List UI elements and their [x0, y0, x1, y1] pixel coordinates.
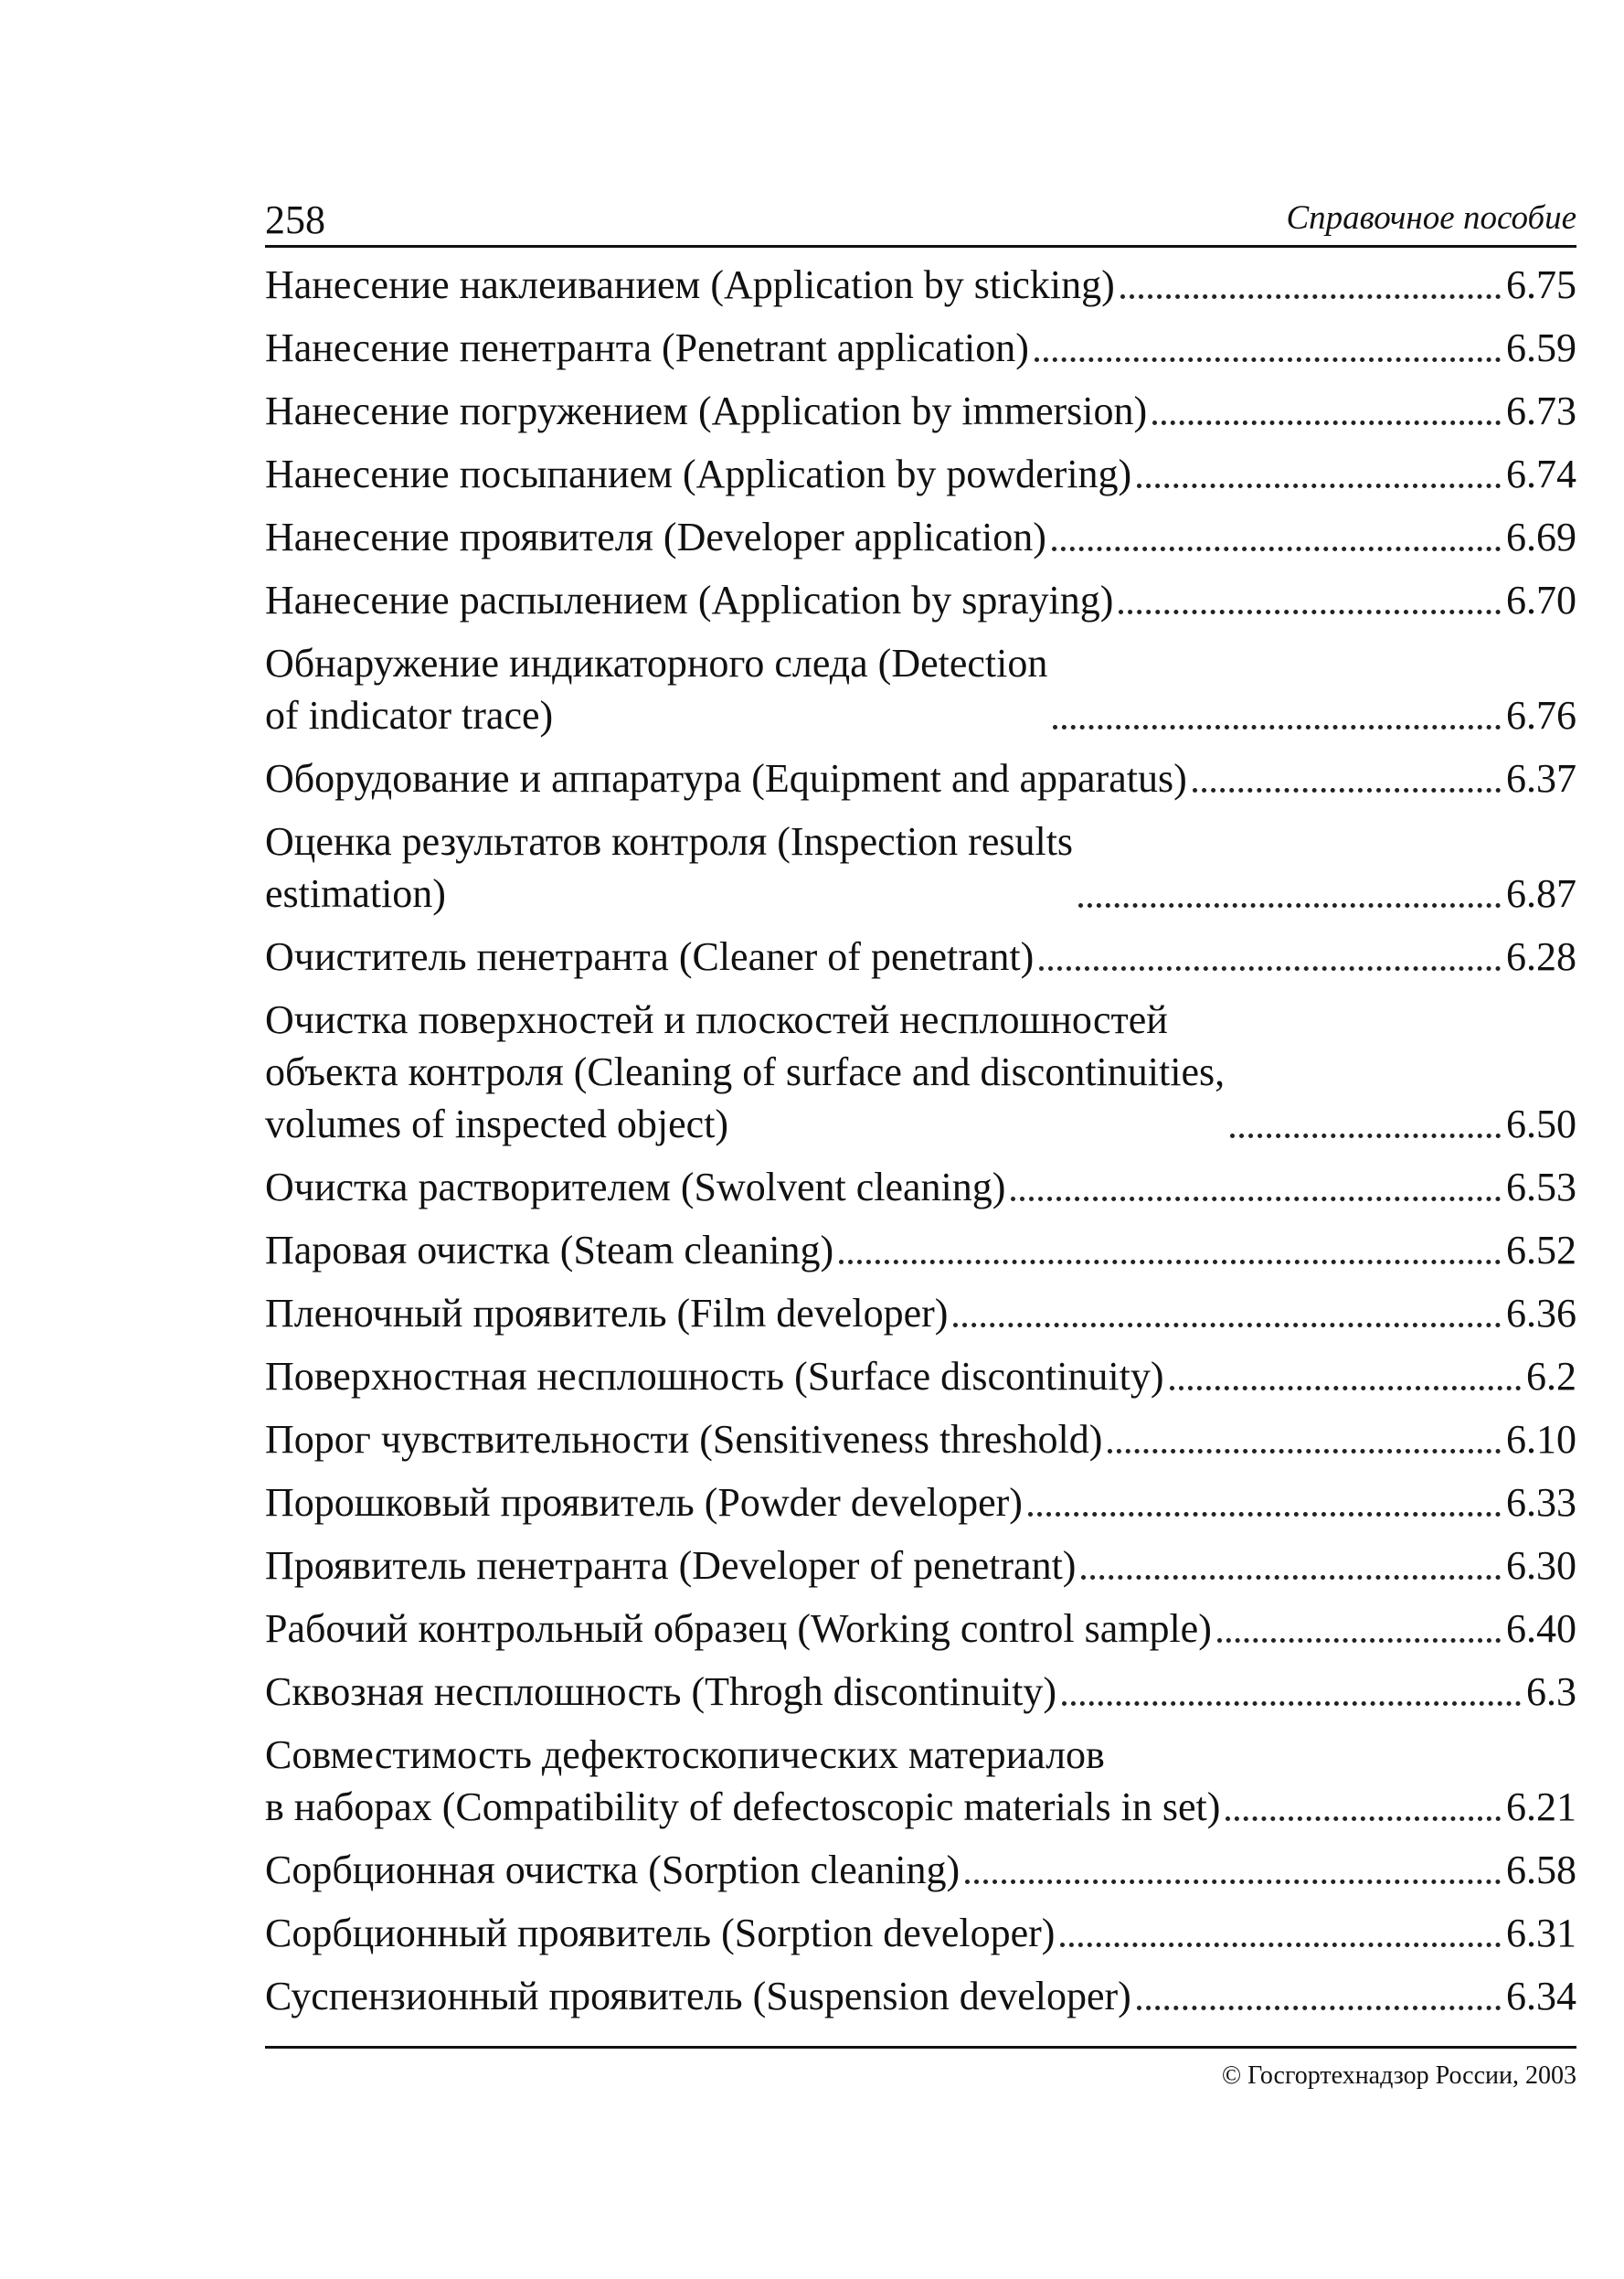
- index-entry: [265, 1287, 1576, 1339]
- index-entry: [265, 322, 1576, 374]
- index-entry: [265, 511, 1576, 563]
- entry-term: [265, 1476, 1023, 1528]
- entry-section-ref: 6.76: [1506, 693, 1576, 738]
- dot-leader: [965, 1880, 1501, 1884]
- dot-leader: [1137, 484, 1501, 488]
- entry-section-ref: 6.33: [1506, 1480, 1576, 1525]
- index-entry: [265, 1729, 1576, 1833]
- dot-leader: [1053, 725, 1501, 729]
- entry-term: [265, 1970, 1131, 2022]
- index-entry: [265, 1413, 1576, 1465]
- entry-term: [265, 931, 1034, 983]
- entry-term-text: Нанесение распылением (Application by spraying): [265, 578, 1114, 623]
- entry-term: [265, 1539, 1076, 1592]
- entry-term: [265, 1161, 1005, 1213]
- dot-leader: [1039, 966, 1501, 971]
- dot-leader: [1028, 1512, 1501, 1517]
- dot-leader: [1137, 2006, 1501, 2010]
- index-entry: [265, 1666, 1576, 1718]
- entry-term: [265, 637, 1047, 741]
- index-entry: [265, 1350, 1576, 1402]
- entry-term-text: Нанесение наклеиванием (Application by sticking): [265, 262, 1115, 307]
- entry-term-text: Поверхностная несплошность (Surface discontinuity): [265, 1354, 1164, 1399]
- dot-leader: [1062, 1701, 1521, 1706]
- dot-leader: [839, 1260, 1501, 1264]
- index-entry: [265, 1907, 1576, 1959]
- entry-term: [265, 511, 1046, 563]
- dot-leader: [1226, 1816, 1501, 1821]
- entry-term-text: Очиститель пенетранта (Cleaner of penetrant): [265, 934, 1035, 979]
- entry-section-ref: 6.70: [1506, 578, 1576, 623]
- entry-term: [265, 1844, 960, 1896]
- entry-term: [265, 752, 1187, 804]
- index-entry: [265, 1844, 1576, 1896]
- entry-term: [265, 385, 1147, 437]
- entry-term-line: Оценка результатов контроля (Inspection results: [265, 819, 1074, 864]
- index-entry: [265, 1539, 1576, 1592]
- entry-term-line: Обнаружение индикаторного следа (Detection: [265, 641, 1048, 686]
- entry-term-text: of indicator trace): [265, 693, 554, 738]
- entry-section-ref: 6.58: [1506, 1848, 1576, 1892]
- entry-term: [265, 1224, 833, 1276]
- entry-section-ref: 6.34: [1506, 1974, 1576, 2018]
- entry-section-ref: 6.59: [1506, 325, 1576, 370]
- dot-leader: [1081, 1575, 1501, 1580]
- entry-term-text: Очистка растворителем (Swolvent cleaning): [265, 1165, 1006, 1209]
- entry-term: [265, 994, 1225, 1150]
- entry-term-text: Нанесение посыпанием (Application by powdering): [265, 452, 1132, 496]
- dot-leader: [1011, 1197, 1501, 1201]
- index-entries: [265, 259, 1576, 2022]
- entry-term-text: estimation): [265, 871, 446, 916]
- entry-section-ref: 6.40: [1506, 1606, 1576, 1651]
- entry-section-ref: 6.75: [1506, 262, 1576, 307]
- entry-section-ref: 6.10: [1506, 1417, 1576, 1462]
- dot-leader: [1108, 1449, 1501, 1454]
- entry-term-text: Нанесение проявителя (Developer application): [265, 515, 1046, 559]
- entry-term: [265, 1287, 948, 1339]
- entry-term: [265, 1666, 1056, 1718]
- entry-section-ref: 6.73: [1506, 389, 1576, 433]
- entry-term-text: Паровая очистка (Steam cleaning): [265, 1228, 834, 1273]
- entry-section-ref: 6.2: [1526, 1354, 1576, 1399]
- index-entry: [265, 259, 1576, 311]
- dot-leader: [1052, 547, 1501, 551]
- entry-term-line: Очистка поверхностей и плоскостей несплошностей: [265, 997, 1168, 1042]
- dot-leader: [953, 1323, 1501, 1327]
- dot-leader: [1078, 903, 1501, 908]
- entry-term: [265, 1413, 1102, 1465]
- running-title: Справочное пособие: [1286, 199, 1576, 237]
- index-entry: [265, 815, 1576, 920]
- entry-term-text: Нанесение погружением (Application by immersion): [265, 389, 1148, 433]
- footer-divider: [265, 2046, 1576, 2049]
- entry-term-text: volumes of inspected object): [265, 1102, 729, 1146]
- entry-term-text: Рабочий контрольный образец (Working control sample): [265, 1606, 1212, 1651]
- dot-leader: [1193, 788, 1501, 793]
- entry-section-ref: 6.37: [1506, 756, 1576, 801]
- entry-term-text: Нанесение пенетранта (Penetrant application): [265, 325, 1029, 370]
- dot-leader: [1217, 1638, 1501, 1643]
- entry-term-text: Сорбционная очистка (Sorption cleaning): [265, 1848, 961, 1892]
- entry-section-ref: 6.30: [1506, 1543, 1576, 1588]
- entry-term-text: Суспензионный проявитель (Suspension developer): [265, 1974, 1131, 2018]
- copyright-notice: © Госгортехнадзор России, 2003: [1221, 2061, 1576, 2090]
- entry-section-ref: 6.28: [1506, 934, 1576, 979]
- entry-term-text: Порошковый проявитель (Powder developer): [265, 1480, 1023, 1525]
- entry-term: [265, 448, 1131, 500]
- dot-leader: [1060, 1943, 1501, 1947]
- index-entry: [265, 1161, 1576, 1213]
- entry-section-ref: 6.3: [1526, 1669, 1576, 1714]
- index-entry: [265, 1603, 1576, 1655]
- entry-term-line: Совместимость дефектоскопических материалов: [265, 1732, 1105, 1777]
- dot-leader: [1152, 421, 1501, 425]
- dot-leader: [1230, 1134, 1501, 1138]
- index-entry: [265, 1224, 1576, 1276]
- index-entry: [265, 1476, 1576, 1528]
- entry-term-line: объекта контроля (Cleaning of surface and discontinuities,: [265, 1049, 1226, 1094]
- page-header: [265, 183, 1576, 248]
- book-page: [265, 183, 1576, 2091]
- index-entry: [265, 994, 1576, 1150]
- entry-section-ref: 6.52: [1506, 1228, 1576, 1273]
- entry-term: [265, 1729, 1220, 1833]
- page-number: 258: [265, 197, 325, 242]
- entry-term-text: Сквозная несплошность (Throgh discontinuity): [265, 1669, 1057, 1714]
- entry-term: [265, 574, 1113, 626]
- entry-section-ref: 6.36: [1506, 1291, 1576, 1336]
- entry-term: [265, 322, 1029, 374]
- entry-term-text: Проявитель пенетранта (Developer of penetrant): [265, 1543, 1077, 1588]
- dot-leader: [1119, 610, 1501, 614]
- entry-term-text: Порог чувствительности (Sensitiveness threshold): [265, 1417, 1103, 1462]
- entry-section-ref: 6.21: [1506, 1784, 1576, 1829]
- entry-section-ref: 6.50: [1506, 1102, 1576, 1146]
- index-entry: [265, 931, 1576, 983]
- index-entry: [265, 1970, 1576, 2022]
- entry-term-text: Пленочный проявитель (Film developer): [265, 1291, 949, 1336]
- entry-section-ref: 6.31: [1506, 1911, 1576, 1955]
- entry-section-ref: 6.74: [1506, 452, 1576, 496]
- entry-term: [265, 815, 1073, 920]
- index-entry: [265, 448, 1576, 500]
- entry-section-ref: 6.87: [1506, 871, 1576, 916]
- entry-term: [265, 1907, 1055, 1959]
- entry-term-text: Сорбционный проявитель (Sorption developer): [265, 1911, 1056, 1955]
- entry-section-ref: 6.53: [1506, 1165, 1576, 1209]
- entry-term: [265, 1350, 1164, 1402]
- entry-section-ref: 6.69: [1506, 515, 1576, 559]
- entry-term: [265, 259, 1115, 311]
- dot-leader: [1035, 357, 1501, 362]
- index-entry: [265, 385, 1576, 437]
- entry-term: [265, 1603, 1212, 1655]
- entry-term-text: в наборах (Compatibility of defectoscopic materials in set): [265, 1784, 1221, 1829]
- entry-term-text: Оборудование и аппаратура (Equipment and apparatus): [265, 756, 1187, 801]
- dot-leader: [1170, 1386, 1521, 1390]
- index-entry: [265, 637, 1576, 741]
- index-entry: [265, 752, 1576, 804]
- index-entry: [265, 574, 1576, 626]
- dot-leader: [1120, 294, 1501, 299]
